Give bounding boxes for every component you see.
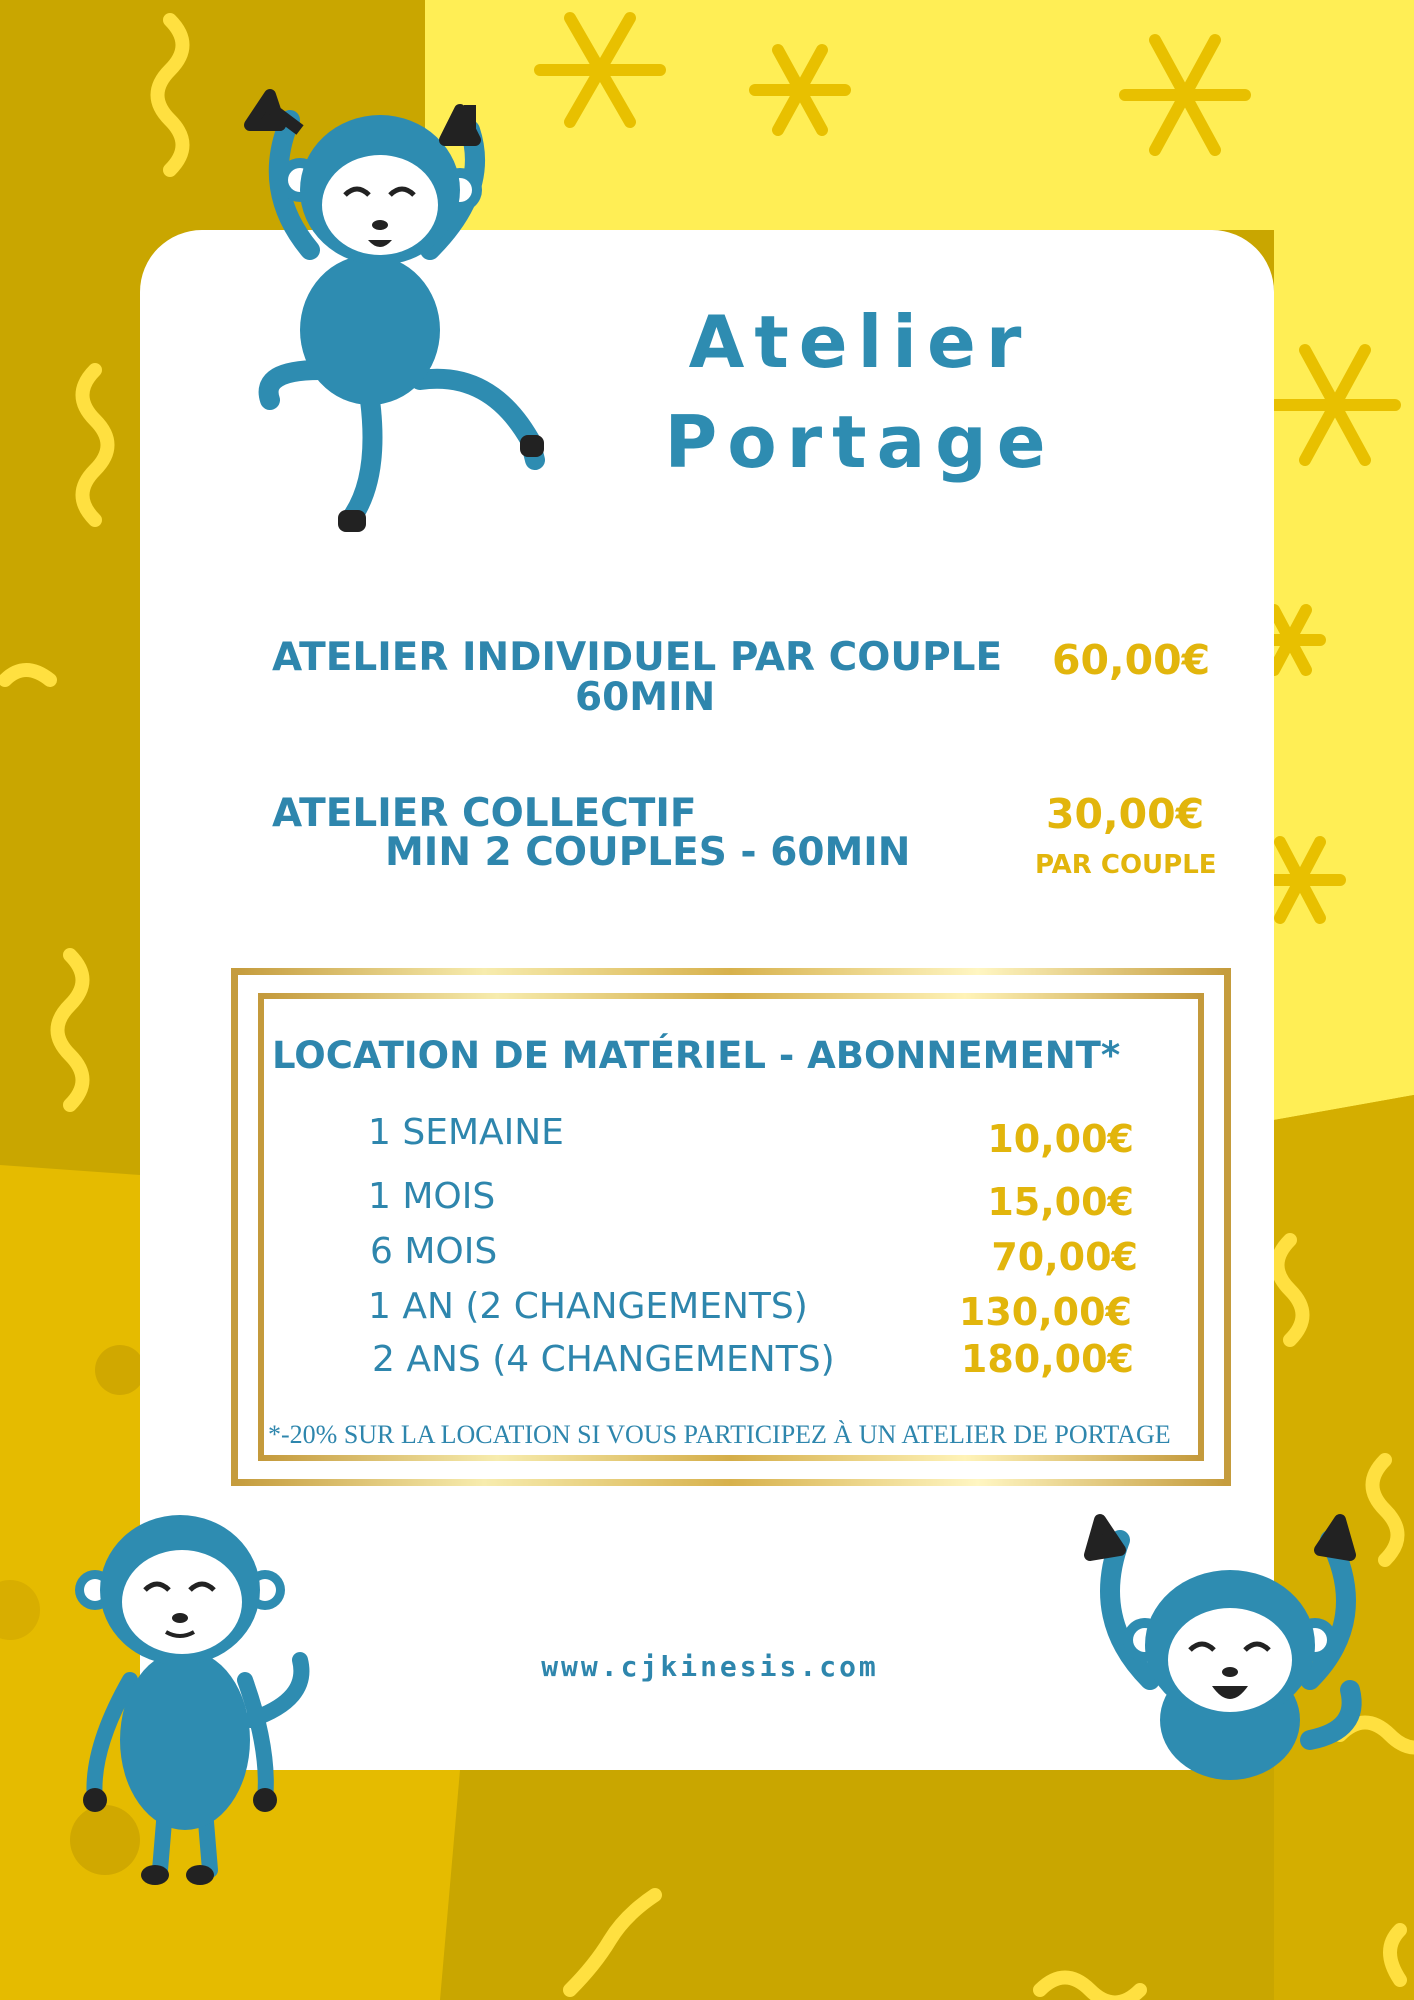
offer-collective-label-line1: ATELIER COLLECTIF (272, 791, 697, 836)
rental-row-price: 70,00€ (991, 1235, 1138, 1279)
website-link[interactable]: www.cjkinesis.com (541, 1650, 879, 1683)
monkey-standing-icon (70, 1510, 320, 1890)
rental-footnote: *-20% SUR LA LOCATION SI VOUS PARTICIPEZ À UN ATELIER DE PORTAGE (268, 1420, 1171, 1449)
page-title-line1: Atelier (688, 300, 1032, 384)
offer-collective-price-note: PAR COUPLE (1035, 850, 1217, 880)
offer-individual-label-line2: 60MIN (575, 675, 716, 720)
rental-row-label: 1 SEMAINE (368, 1112, 564, 1153)
monkey-jumping-icon (240, 80, 570, 560)
rental-row-price: 180,00€ (960, 1337, 1134, 1381)
rental-row-label: 1 AN (2 CHANGEMENTS) (368, 1286, 808, 1327)
offer-collective-label-line2: MIN 2 COUPLES - 60MIN (385, 830, 911, 875)
rental-row-price: 15,00€ (987, 1180, 1134, 1224)
rental-row-label: 1 MOIS (368, 1176, 496, 1217)
rental-title: LOCATION DE MATÉRIEL - ABONNEMENT* (272, 1034, 1121, 1077)
rental-row-label: 2 ANS (4 CHANGEMENTS) (372, 1339, 835, 1380)
rental-row-price: 130,00€ (958, 1290, 1132, 1334)
monkey-cheering-icon (1080, 1510, 1380, 1780)
offer-collective-price: 30,00€ (1046, 790, 1205, 838)
offer-individual-price: 60,00€ (1052, 636, 1211, 684)
rental-row-label: 6 MOIS (370, 1231, 498, 1272)
page-title-line2: Portage (664, 400, 1056, 484)
rental-row-price: 10,00€ (987, 1117, 1134, 1161)
offer-individual-label-line1: ATELIER INDIVIDUEL PAR COUPLE (272, 635, 1003, 680)
